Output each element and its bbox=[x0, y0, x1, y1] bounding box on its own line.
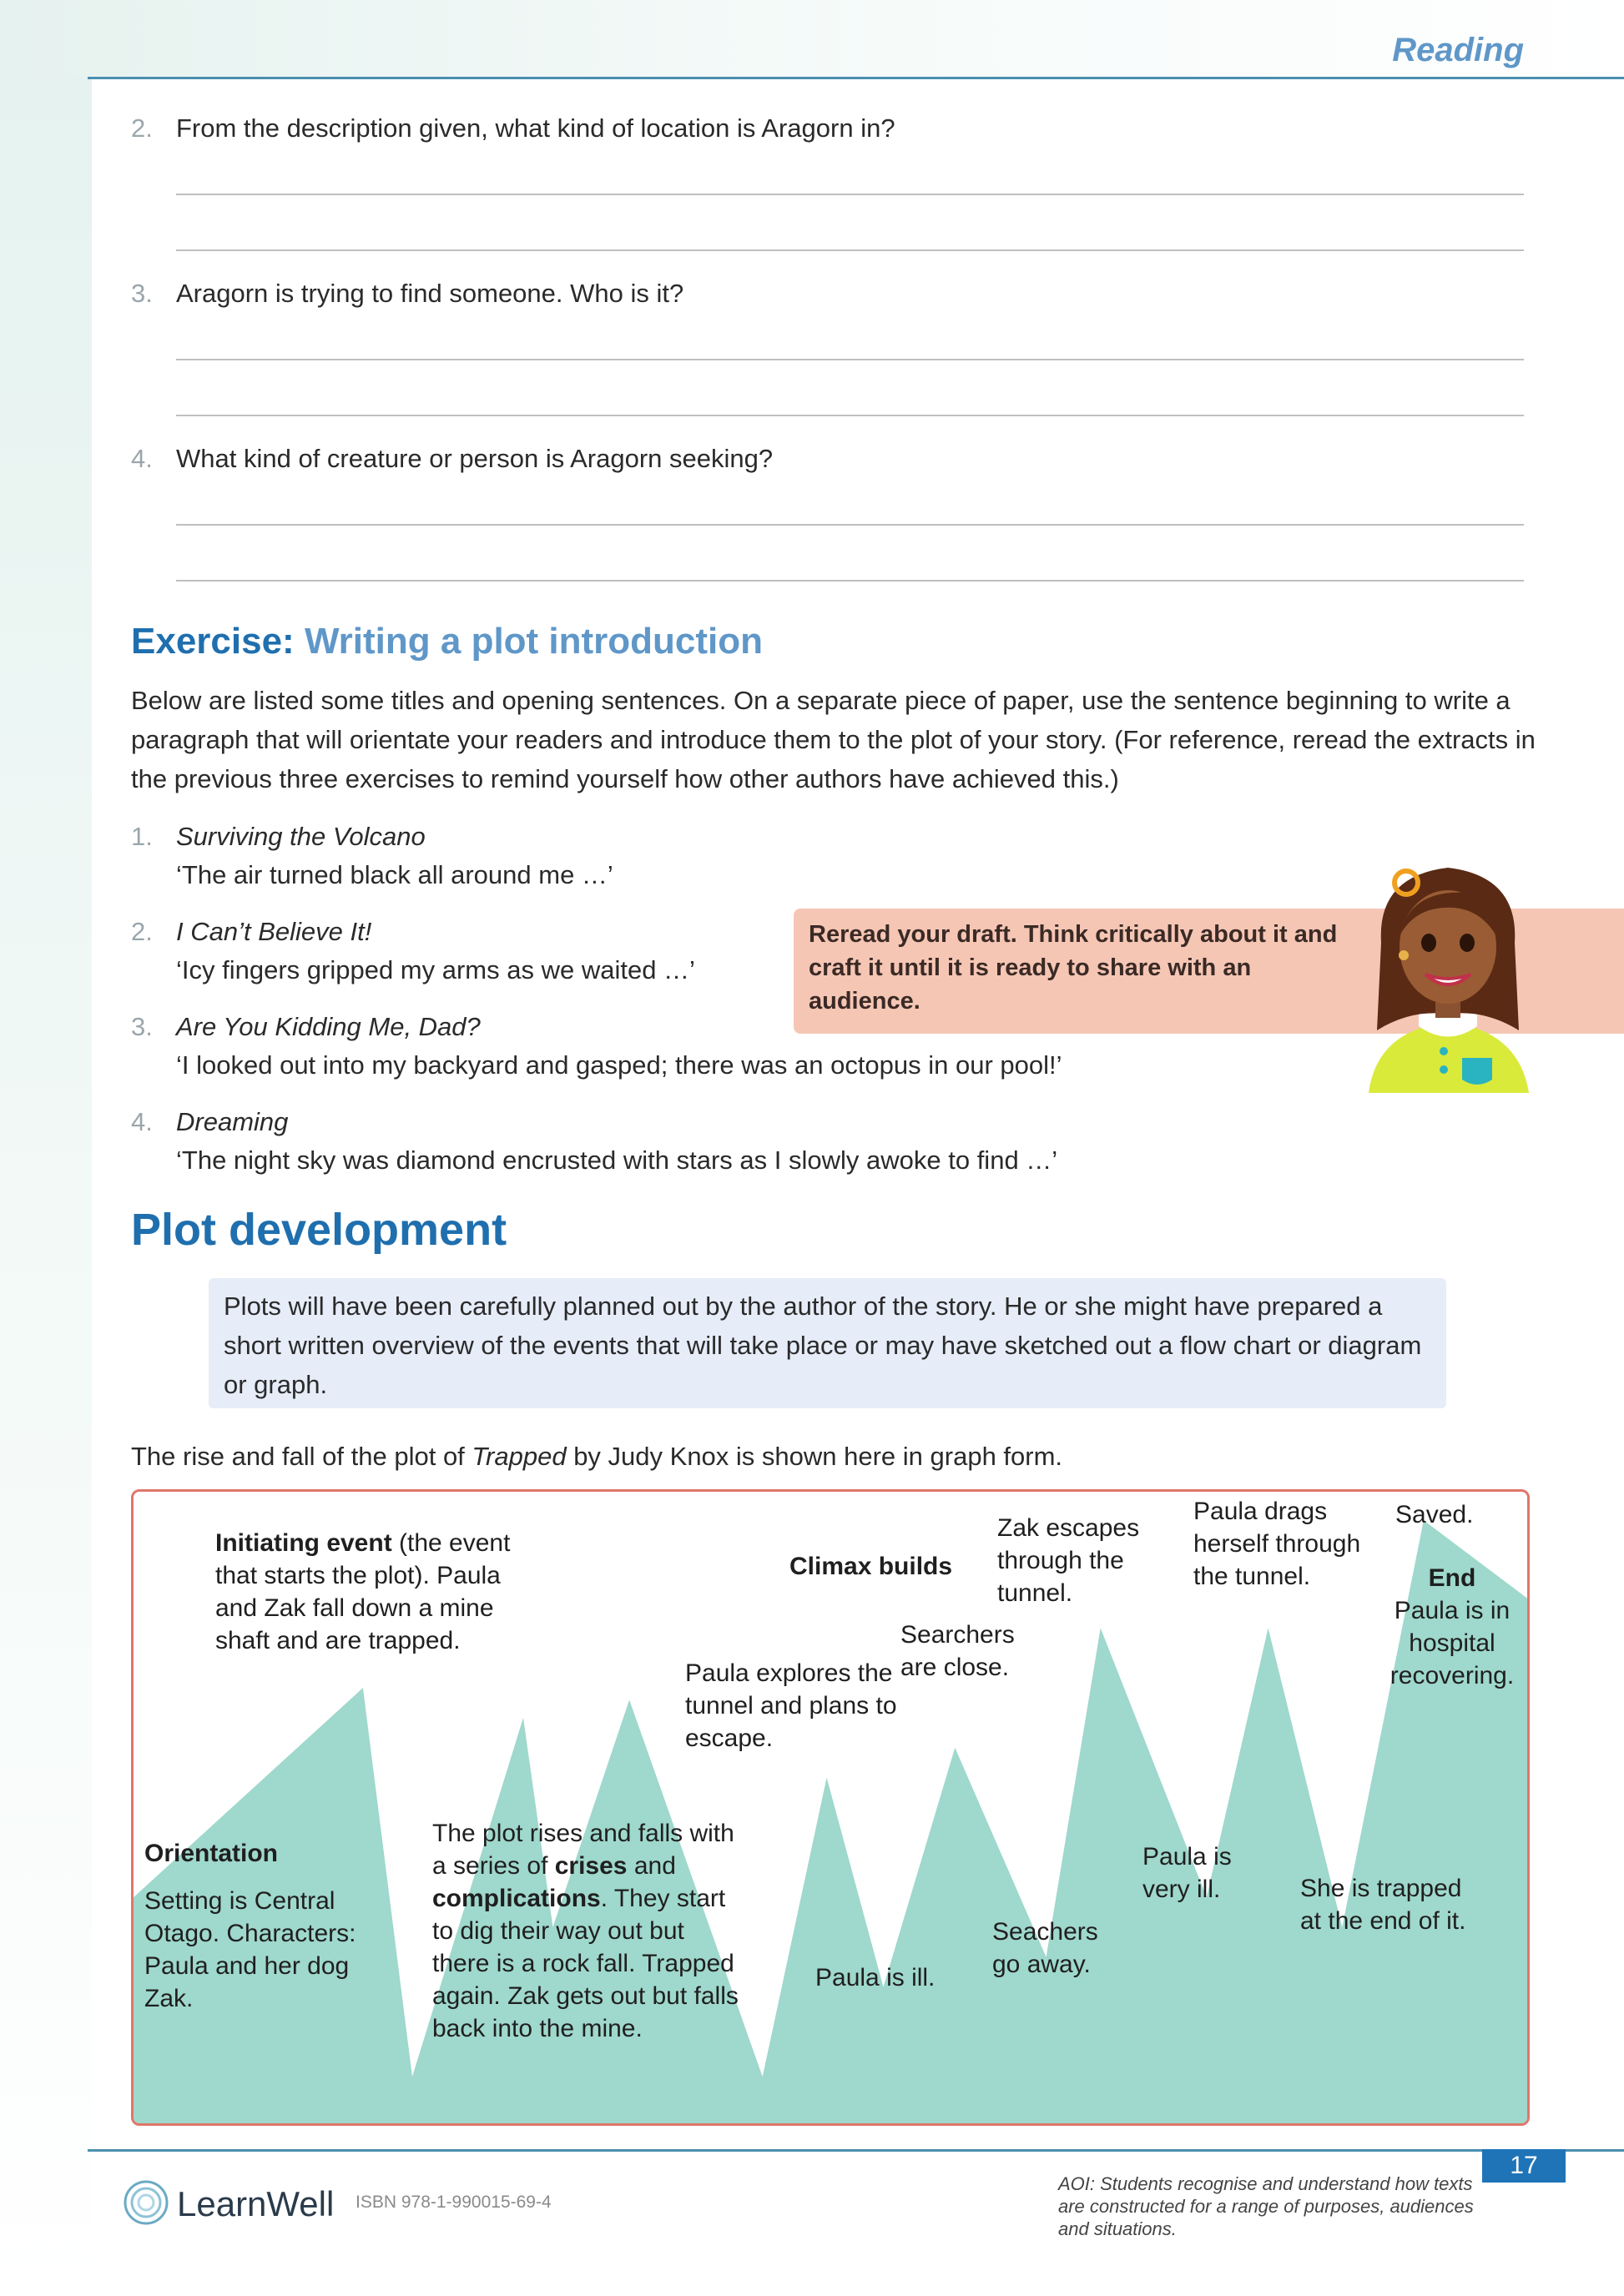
label-paula-drags: Paula drags herself through the tunnel. bbox=[1193, 1498, 1361, 1590]
answer-line[interactable] bbox=[176, 359, 1524, 360]
section-title: Reading bbox=[1392, 32, 1524, 68]
label-saved: Saved. bbox=[1395, 1501, 1474, 1528]
tip-text: Reread your draft. Think critically about it and craft it until it is ready to share with an audience. bbox=[809, 921, 1338, 1015]
question-number: 2. bbox=[131, 113, 153, 143]
label-trapped-end: She is trapped at the end of it. bbox=[1300, 1875, 1466, 1935]
answer-line[interactable] bbox=[176, 524, 1524, 526]
label-crises: The plot rises and falls with a series of crises and complications. They start to dig their way out but there is a rock fall. Trapped again. Zak gets out but falls back into the mine. bbox=[432, 1820, 739, 2042]
item-sentence: ‘Icy fingers gripped my arms as we waited …’ bbox=[176, 955, 695, 984]
chart-intro-title: Trapped bbox=[472, 1442, 567, 1471]
item-title: Are You Kidding Me, Dad? bbox=[176, 1012, 481, 1041]
question-text: From the description given, what kind of location is Aragorn in? bbox=[176, 113, 895, 143]
exercise-item-4 bbox=[131, 1103, 1057, 1180]
label-end: End Paula is in hospital recovering. bbox=[1389, 1564, 1515, 1689]
answer-line[interactable] bbox=[176, 580, 1524, 582]
label-orientation-body: Setting is Central Otago. Characters: Paula and her dog Zak. bbox=[144, 1887, 356, 2012]
item-title: Dreaming bbox=[176, 1107, 289, 1136]
item-title: I Can’t Believe It! bbox=[176, 917, 372, 946]
exercise-item-2 bbox=[131, 913, 695, 989]
question-number: 4. bbox=[131, 444, 153, 473]
item-sentence: ‘The night sky was diamond encrusted with stars as I slowly awoke to find …’ bbox=[176, 1145, 1058, 1175]
answer-line[interactable] bbox=[176, 415, 1524, 416]
chart-intro bbox=[131, 1442, 1062, 1472]
answer-line[interactable] bbox=[176, 194, 1524, 195]
plot-graph bbox=[131, 1489, 1530, 2126]
label-searchers-close: Searchers are close. bbox=[900, 1621, 1015, 1681]
plot-heading: Plot development bbox=[131, 1205, 507, 1255]
brand-name: LearnWell bbox=[177, 2184, 335, 2223]
item-number: 1. bbox=[131, 822, 153, 851]
item-number: 2. bbox=[131, 917, 153, 946]
question-4 bbox=[131, 444, 773, 474]
learnwell-logo-icon bbox=[123, 2179, 169, 2226]
label-initiating-event: Initiating event (the event that starts the plot). Paula and Zak fall down a mine shaft and are trapped. bbox=[215, 1529, 511, 1654]
label-zak-escapes: Zak escapes through the tunnel. bbox=[997, 1514, 1140, 1607]
header-rule bbox=[88, 77, 1624, 79]
chart-intro-before: The rise and fall of the plot of bbox=[131, 1442, 472, 1471]
question-text: Aragorn is trying to find someone. Who is it? bbox=[176, 279, 684, 308]
label-searchers-away: Seachers go away. bbox=[992, 1918, 1098, 1978]
item-number: 4. bbox=[131, 1107, 153, 1136]
label-paula-explores: Paula explores the tunnel and plans to escape. bbox=[685, 1659, 897, 1752]
exercise-heading bbox=[131, 621, 763, 662]
label-paula-very-ill: Paula is very ill. bbox=[1142, 1843, 1232, 1903]
footer-rule bbox=[88, 2149, 1624, 2152]
item-sentence: ‘I looked out into my backyard and gasped; there was an octopus in our pool!’ bbox=[176, 1050, 1062, 1080]
label-climax-builds: Climax builds bbox=[789, 1553, 953, 1580]
exercise-item-1 bbox=[131, 818, 613, 894]
info-text: Plots will have been carefully planned out by the author of the story. He or she might have prepared a short written overview of the events that will take place or may have sketched out a flow chart or diagram or graph. bbox=[224, 1292, 1422, 1399]
question-3 bbox=[131, 279, 683, 309]
chart-intro-after: by Judy Knox is shown here in graph form. bbox=[566, 1442, 1063, 1471]
isbn: ISBN 978-1-990015-69-4 bbox=[356, 2193, 552, 2212]
answer-line[interactable] bbox=[176, 249, 1524, 251]
exercise-title: Writing a plot introduction bbox=[304, 621, 764, 662]
label-orientation-title: Orientation bbox=[144, 1840, 279, 1867]
label-paula-ill: Paula is ill. bbox=[815, 1964, 936, 1991]
aoi-note: AOI: Students recognise and understand how texts are constructed for a range of purposes, audiences and situations. bbox=[1058, 2173, 1474, 2239]
item-title: Surviving the Volcano bbox=[176, 822, 426, 851]
exercise-label: Exercise: bbox=[131, 621, 295, 662]
question-2 bbox=[131, 113, 895, 144]
item-sentence: ‘The air turned black all around me …’ bbox=[176, 860, 613, 889]
student-avatar-icon bbox=[1352, 843, 1544, 1093]
page-number: 17 bbox=[1482, 2149, 1566, 2183]
question-number: 3. bbox=[131, 279, 153, 308]
exercise-intro: Below are listed some titles and opening sentences. On a separate piece of paper, use the sentence beginning to write a paragraph that will orientate your readers and introduce them to the plot of your story. (For reference, reread the extracts in the previous three exercises to remind yourself how other authors have achieved this.) bbox=[131, 686, 1536, 793]
item-number: 3. bbox=[131, 1012, 153, 1041]
side-gradient bbox=[0, 0, 92, 2296]
question-text: What kind of creature or person is Aragorn seeking? bbox=[176, 444, 774, 473]
header-band bbox=[0, 0, 1624, 77]
